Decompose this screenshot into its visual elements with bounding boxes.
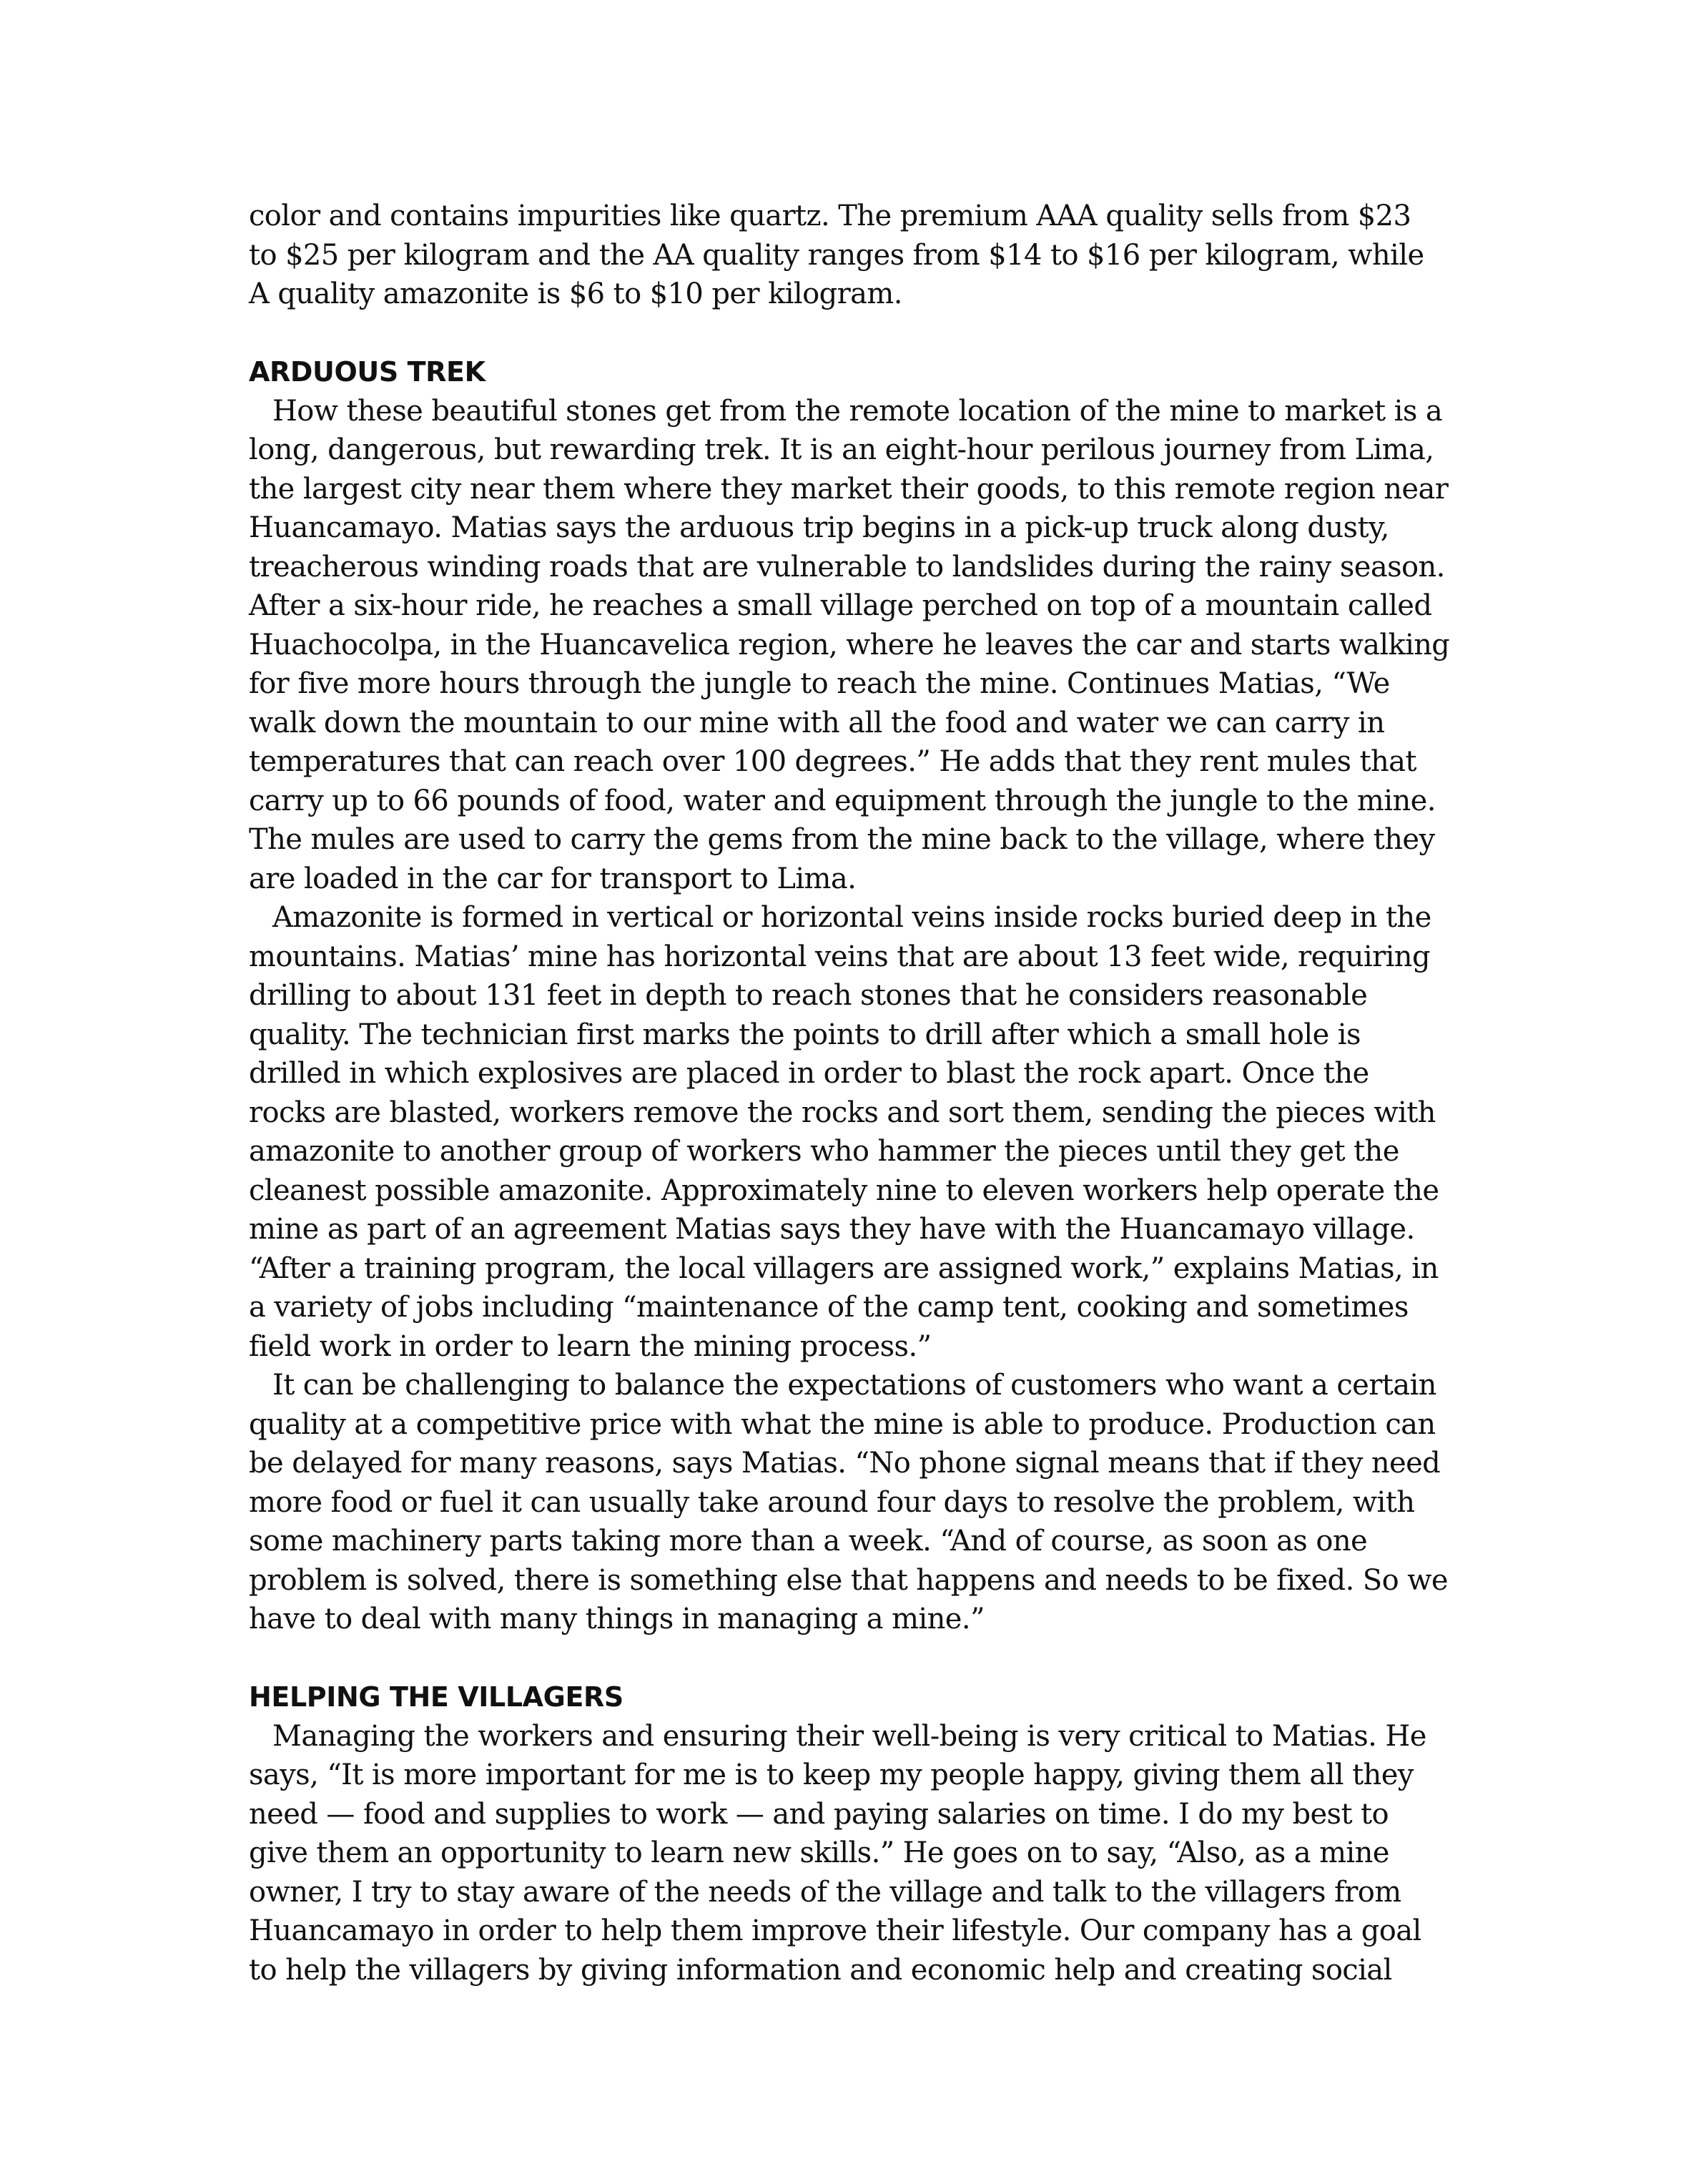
text-line: have to deal with many things in managing a mine.” <box>249 1603 985 1635</box>
text-line: says, “It is more important for me is to keep my people happy, giving them all they <box>249 1758 1414 1791</box>
text-line: field work in order to learn the mining process.” <box>249 1329 932 1363</box>
text-line: It can be challenging to balance the expectations of customers who want a certain <box>272 1369 1436 1402</box>
text-line: temperatures that can reach over 100 degrees.” He adds that they rent mules that <box>249 745 1416 778</box>
text-line: need — food and supplies to work — and paying salaries on time. I do my best to <box>249 1797 1389 1831</box>
paragraph <box>249 898 1450 1366</box>
text-line: more food or fuel it can usually take around four days to resolve the problem, with <box>249 1485 1415 1519</box>
paragraph <box>249 1366 1450 1639</box>
text-line: be delayed for many reasons, says Matias. “No phone signal means that if they need <box>249 1447 1441 1480</box>
text-line: to help the villagers by giving information and economic help and creating social <box>249 1953 1392 1987</box>
text-line: amazonite to another group of workers who hammer the pieces until they get the <box>249 1135 1399 1168</box>
text-line: walk down the mountain to our mine with all the food and water we can carry in <box>249 706 1385 739</box>
text-line: color and contains impurities like quartz. The premium AAA quality sells from $23 <box>249 200 1411 232</box>
text-line: quality at a competitive price with what the mine is able to produce. Production can <box>249 1407 1436 1441</box>
text-line: carry up to 66 pounds of food, water and equipment through the jungle to the mine. <box>249 784 1436 817</box>
text-line: Amazonite is formed in vertical or horizontal veins inside rocks buried deep in the <box>272 901 1431 934</box>
text-line: for five more hours through the jungle to reach the mine. Continues Matias, “We <box>249 667 1390 700</box>
text-line: mountains. Matias’ mine has horizontal veins that are about 13 feet wide, requiring <box>249 940 1430 973</box>
text-line: long, dangerous, but rewarding trek. It is an eight-hour perilous journey from Lima, <box>249 433 1434 466</box>
section-heading: ARDUOUS TREK <box>249 356 485 388</box>
paragraph <box>249 1717 1450 1990</box>
text-line: some machinery parts taking more than a week. “And of course, as soon as one <box>249 1525 1368 1558</box>
text-line: rocks are blasted, workers remove the rocks and sort them, sending the pieces with <box>249 1096 1436 1129</box>
text-line: Huachocolpa, in the Huancavelica region, where he leaves the car and starts walking <box>249 628 1450 661</box>
paragraph <box>249 392 1450 899</box>
intro-paragraph <box>249 197 1450 314</box>
text-line: owner, I try to stay aware of the needs of the village and talk to the villagers from <box>249 1875 1401 1909</box>
document-page <box>249 197 1450 1989</box>
text-line: are loaded in the car for transport to Lima. <box>249 862 857 895</box>
section-heading: HELPING THE VILLAGERS <box>249 1681 623 1713</box>
text-line: How these beautiful stones get from the remote location of the mine to market is a <box>272 394 1443 428</box>
section-arduous-trek <box>249 353 1450 1639</box>
section-helping-the-villagers <box>249 1678 1450 1989</box>
text-line: drilled in which explosives are placed in order to blast the rock apart. Once the <box>249 1057 1369 1090</box>
text-line: quality. The technician first marks the points to drill after which a small hole is <box>249 1018 1361 1051</box>
text-line: to $25 per kilogram and the AA quality ranges from $14 to $16 per kilogram, while <box>249 238 1424 272</box>
text-line: treacherous winding roads that are vulnerable to landslides during the rainy season. <box>249 550 1445 584</box>
text-line: Huancamayo. Matias says the arduous trip begins in a pick-up truck along dusty, <box>249 511 1389 544</box>
text-line: Huancamayo in order to help them improve their lifestyle. Our company has a goal <box>249 1914 1421 1947</box>
text-line: “After a training program, the local villagers are assigned work,” explains Matias, in <box>249 1251 1439 1285</box>
text-line: give them an opportunity to learn new skills.” He goes on to say, “Also, as a mine <box>249 1836 1389 1869</box>
text-line: After a six-hour ride, he reaches a small village perched on top of a mountain called <box>249 589 1432 622</box>
text-line: mine as part of an agreement Matias says they have with the Huancamayo village. <box>249 1213 1415 1246</box>
text-line: The mules are used to carry the gems from the mine back to the village, where they <box>249 823 1435 856</box>
text-line: A quality amazonite is $6 to $10 per kilogram. <box>249 277 902 310</box>
text-line: a variety of jobs including “maintenance of the camp tent, cooking and sometimes <box>249 1291 1409 1324</box>
text-line: cleanest possible amazonite. Approximately nine to eleven workers help operate the <box>249 1174 1439 1207</box>
text-line: Managing the workers and ensuring their well-being is very critical to Matias. He <box>272 1719 1426 1753</box>
text-line: the largest city near them where they market their goods, to this remote region near <box>249 472 1449 506</box>
text-line: drilling to about 131 feet in depth to reach stones that he considers reasonable <box>249 979 1368 1012</box>
text-line: problem is solved, there is something else that happens and needs to be fixed. So we <box>249 1563 1448 1597</box>
